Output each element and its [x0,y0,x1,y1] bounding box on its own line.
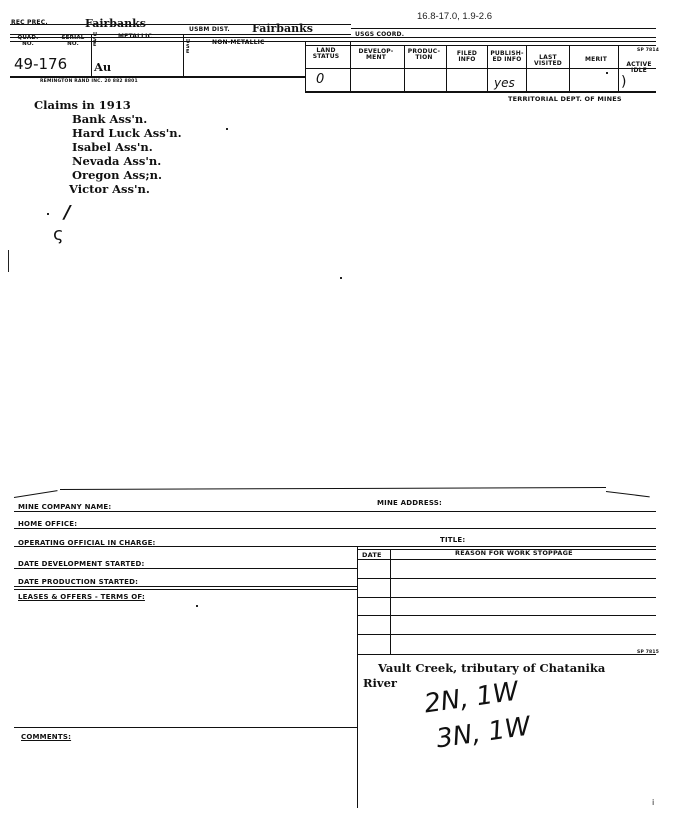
date-development-rule [14,568,357,569]
title-label: TITLE: [440,536,466,544]
date-production-rule [14,586,357,587]
reason-row-rule [357,578,656,579]
back-top-rule [60,487,606,490]
back-top-rule-left [14,490,58,498]
land-status-label: LAND STATUS [312,47,340,61]
stray-dot [340,277,342,279]
printer-line: REMINGTON RAND INC. 20 882 8801 [40,79,138,84]
header-rule-2 [10,37,656,38]
reason-row-rule [357,597,656,598]
claims-heading: Claims in 1913 [34,98,131,112]
handwritten-township-1: 2N, 1W [422,676,521,720]
reason-table-date-divider [390,549,391,655]
corner-mark: i [652,798,655,807]
claim-item: Nevada Ass'n. [72,154,162,168]
quad-no-label: QUAD. NO. [17,35,39,47]
filed-info-label: FILED INFO [456,50,478,64]
stray-dot [226,128,228,130]
page-reference-number: 16.8-17.0, 1.9-2.6 [417,11,492,22]
handwritten-slash-mark: / [64,202,71,223]
date-production-rule-2 [14,589,357,590]
comments-label: COMMENTS: [21,733,72,741]
territorial-dept-label: TERRITORIAL DEPT. OF MINES [508,95,622,103]
handwritten-squiggle-mark: ς [53,224,64,245]
header-vdiv-3 [305,41,306,92]
active-idle-mark: ) [621,74,627,90]
usbm-dist-label: USBM DIST. [189,26,230,33]
header-rule-4 [305,45,656,46]
mine-address-label: MINE ADDRESS: [377,499,443,507]
reason-row-rule [357,615,656,616]
production-label: PRODUC- TION [407,48,441,62]
home-office-label: HOME OFFICE: [18,520,78,528]
stray-edge-mark [8,250,9,272]
location-line-1: Vault Creek, tributary of Chatanika [378,661,606,675]
form-number-bottom: SP 7815 [637,650,660,655]
last-visited-label: LAST VISITED [533,54,562,68]
published-info-value: yes [494,76,515,90]
published-info-label: PUBLISH- ED INFO [490,50,524,64]
handwritten-township-2: 3N, 1W [434,711,533,755]
operating-official-label: OPERATING OFFICIAL IN CHARGE: [18,539,156,547]
mine-company-label: MINE COMPANY NAME: [18,503,112,511]
header-vdiv-2 [183,34,184,78]
home-office-rule [14,528,656,529]
form-number-top: SP 7814 [637,48,660,53]
rec-prec-value: Fairbanks [85,17,146,30]
stray-dot [196,605,198,607]
usbm-dist-value: Fairbanks [252,22,313,35]
merit-label: MERIT [584,56,607,63]
operating-official-rule [14,546,656,547]
date-column-label: DATE [362,551,382,559]
leases-bottom-rule [14,727,357,728]
reason-column-label: REASON FOR WORK STOPPAGE [455,549,573,557]
location-line-2: River [363,676,397,690]
active-idle-label: ACTIVE IDLE [626,61,652,75]
claim-item: Victor Ass'n. [69,182,150,196]
merit-dot [606,72,608,74]
header-row-rule [305,68,656,69]
date-development-label: DATE DEVELOPMENT STARTED: [18,560,145,568]
reason-header-rule [357,559,656,560]
reason-row-rule [357,654,656,655]
claim-item: Hard Luck Ass'n. [72,126,182,140]
metallic-label: METALLIC [118,33,153,40]
rec-prec-label: REC PREC. [11,19,48,26]
header-bottom-rule-a [10,76,306,78]
claim-item: Bank Ass'n. [72,112,148,126]
use-letters-b: U S E [186,39,191,55]
header-rule-3 [10,41,656,42]
claim-item: Isabel Ass'n. [72,140,153,154]
serial-no-label: SERIAL NO. [61,35,85,47]
quad-serial-value: 49-176 [14,55,68,73]
reason-table-left [357,546,358,808]
development-label: DEVELOP- MENT [358,48,394,62]
date-production-label: DATE PRODUCTION STARTED: [18,578,139,586]
reason-row-rule [357,634,656,635]
claims-block [34,98,182,196]
leases-offers-label: LEASES & OFFERS - TERMS OF: [18,593,145,601]
mine-company-rule [14,511,656,512]
claim-item: Oregon Ass;n. [72,168,162,182]
use-letters-a: U S E [93,32,98,48]
back-top-rule-right [606,491,650,497]
stray-dot [47,213,49,215]
metallic-value: Au [94,60,112,74]
usgs-coord-label: USGS COORD. [355,31,405,38]
usgs-top-rule [351,28,656,29]
header-vdiv-1 [91,34,92,78]
non-metallic-label: NON-METALLIC [212,39,265,46]
land-status-value: 0 [316,72,325,87]
header-bottom-rule-b [305,91,656,93]
header-vdiv-4 [350,41,351,92]
